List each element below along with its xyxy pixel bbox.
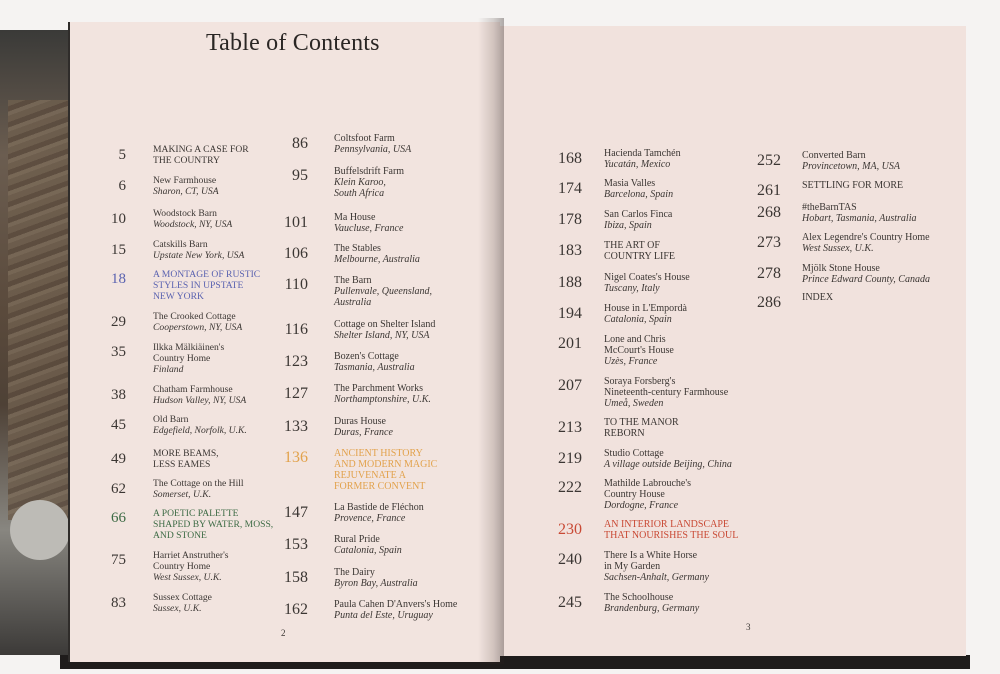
toc-entry-line: Paula Cahen D'Anvers's Home (334, 599, 458, 610)
toc-entry-text (604, 550, 709, 583)
toc-entry-text (153, 145, 249, 167)
toc-entry-line: The Barn (334, 275, 372, 286)
toc-entry-line: AN INTERIOR LANDSCAPE (604, 519, 729, 530)
toc-entry-line: Pennsylvania, USA (334, 144, 412, 155)
toc-entry-text (153, 385, 246, 407)
toc-entry-line: McCourt's House (604, 345, 674, 356)
toc-entry-line: Finland (153, 363, 184, 375)
toc-entry-line: A MONTAGE OF RUSTIC (153, 269, 261, 280)
toc-entry-line: INDEX (802, 292, 834, 303)
toc-entry-line: Alex Legendre's Country Home (802, 232, 930, 243)
toc-entry-line: #theBarnTAS (802, 202, 857, 213)
toc-entry-text (153, 415, 247, 437)
toc-page-number: 15 (111, 242, 126, 258)
toc-entry-text (153, 343, 224, 375)
toc-page-number: 162 (284, 601, 308, 618)
toc-entry-text (604, 592, 699, 614)
toc-entry-line: Mathilde Labrouche's (604, 478, 692, 489)
toc-entry-line: Lone and Chris (604, 334, 666, 345)
toc-entry-text (334, 448, 437, 492)
toc-entry-line: South Africa (334, 188, 385, 199)
toc-entry-line: San Carlos Finca (604, 209, 673, 220)
toc-page-number: 95 (292, 167, 308, 184)
toc-entry-line: Rural Pride (334, 534, 380, 545)
toc-entry-line: Sussex Cottage (153, 592, 212, 603)
toc-entry-text (802, 263, 930, 285)
toc-entry-line: Masia Valles (604, 178, 656, 189)
toc-entry-line: A POETIC PALETTE (153, 508, 239, 519)
toc-entry-text (153, 593, 212, 615)
toc-entry-text (334, 383, 431, 405)
toc-entry-line: Chatham Farmhouse (153, 384, 233, 395)
toc-entry-line: Brandenburg, Germany (604, 603, 700, 614)
toc-entry-text (334, 275, 432, 308)
toc-entry-line: The Schoolhouse (604, 592, 674, 603)
toc-entry-line: Hudson Valley, NY, USA (153, 394, 247, 406)
toc-entry-line: Woodstock, NY, USA (153, 218, 233, 230)
toc-entry-text (604, 303, 687, 325)
toc-entry-line: West Sussex, U.K. (153, 571, 222, 583)
toc-page-number: 153 (284, 536, 308, 553)
toc-entry-line: Nineteenth-century Farmhouse (604, 387, 729, 398)
toc-page-number: 123 (284, 353, 308, 370)
toc-entry-line: Buffelsdrift Farm (334, 166, 405, 177)
page-number-right: 3 (746, 622, 751, 632)
toc-entry-line: Sussex, U.K. (153, 602, 202, 614)
toc-entry-line: Uzès, France (604, 356, 658, 367)
toc-entry-text (153, 449, 219, 471)
toc-page-number: 101 (284, 214, 308, 231)
toc-page-number: 158 (284, 569, 308, 586)
toc-entry-text (604, 209, 672, 231)
toc-entry-line: Country House (604, 489, 665, 500)
toc-page-number: 230 (558, 521, 582, 538)
toc-entry-line: Pullenvale, Queensland, (334, 286, 433, 297)
toc-entry-line: The Cottage on the Hill (153, 478, 244, 489)
toc-page-number: 116 (284, 321, 308, 338)
toc-page-number: 222 (558, 479, 582, 496)
toc-entry-line: Catalonia, Spain (604, 314, 672, 325)
toc-entry-line: Australia (334, 297, 372, 308)
toc-entry-line: Bozen's Cottage (334, 351, 399, 362)
toc-page-number: 174 (558, 180, 582, 197)
toc-entry-text (153, 270, 260, 302)
toc-entry-text (604, 448, 732, 470)
toc-entry-line: Soraya Forsberg's (604, 376, 676, 387)
toc-entry-text (334, 534, 402, 556)
toc-entry-line: Woodstock Barn (153, 208, 217, 219)
toc-entry-line: Coltsfoot Farm (334, 133, 395, 144)
toc-entry-line: Converted Barn (802, 150, 866, 161)
toc-entry-line: Ma House (334, 212, 376, 223)
toc-entry-text (334, 166, 404, 199)
toc-entry-text (604, 417, 679, 439)
toc-entry-line: in My Garden (604, 561, 661, 572)
toc-entry-line: Sachsen-Anhalt, Germany (604, 572, 709, 583)
toc-entry-text (334, 599, 457, 621)
toc-entry-line: Tasmania, Australia (334, 362, 415, 373)
toc-entry-line: Catalonia, Spain (334, 545, 402, 556)
toc-page-number: 261 (757, 182, 781, 199)
toc-entry-line: La Bastide de Fléchon (334, 502, 424, 513)
toc-entry-line: Klein Karoo, (334, 177, 386, 188)
toc-entry-line: Ilkka Mälkiäinen's (153, 342, 225, 353)
toc-entry-text (802, 180, 903, 191)
toc-page-number: 194 (558, 305, 582, 322)
toc-entry-line: Duras House (334, 416, 386, 427)
toc-page-number: 252 (757, 152, 781, 169)
toc-entry-line: The Crooked Cottage (153, 311, 236, 322)
toc-entry-text (604, 272, 690, 294)
toc-page-number: 49 (111, 451, 126, 467)
toc-page-number: 136 (284, 449, 308, 466)
toc-page-number: 245 (558, 594, 582, 611)
toc-entry-line: REBORN (604, 428, 645, 439)
toc-entry-line: SHAPED BY WATER, MOSS, (153, 518, 274, 530)
toc-entry-line: Dordogne, France (604, 500, 679, 511)
toc-entry-line: Barcelona, Spain (604, 189, 674, 200)
toc-page-number: 183 (558, 242, 582, 259)
background-photo (0, 30, 78, 655)
left-page (70, 22, 500, 662)
toc-entry-line: There Is a White Horse (604, 550, 698, 561)
toc-entry-line: Catskills Barn (153, 239, 208, 250)
toc-page-number: 106 (284, 245, 308, 262)
toc-page-number: 110 (284, 276, 308, 293)
toc-page-number: 168 (558, 150, 582, 167)
toc-entry-text (153, 509, 273, 541)
toc-entry-line: Country Home (153, 560, 211, 572)
toc-page-number: 133 (284, 418, 308, 435)
toc-page-number: 207 (558, 377, 582, 394)
toc-page-number: 86 (292, 135, 308, 152)
toc-entry-line: ANCIENT HISTORY (334, 448, 423, 459)
toc-page-number: 147 (284, 504, 308, 521)
toc-entry-line: Provence, France (334, 513, 406, 524)
toc-entry-text (604, 376, 728, 409)
toc-entry-line: Cottage on Shelter Island (334, 319, 436, 330)
toc-entry-text (802, 292, 833, 303)
toc-entry-line: Old Barn (153, 414, 189, 425)
toc-entry-text (153, 176, 219, 198)
toc-entry-line: West Sussex, U.K. (802, 243, 874, 254)
toc-entry-text (334, 567, 418, 589)
toc-page-number: 10 (111, 211, 126, 227)
toc-page-number: 6 (118, 178, 126, 194)
toc-entry-line: Edgefield, Norfolk, U.K. (153, 424, 247, 436)
toc-entry-line: AND MODERN MAGIC (334, 459, 438, 470)
book-spine (478, 18, 504, 664)
toc-page-number: 38 (111, 387, 126, 403)
toc-entry-line: THE ART OF (604, 240, 660, 251)
toc-entry-line: THE COUNTRY (153, 154, 220, 166)
toc-page-number: 29 (111, 314, 126, 330)
toc-entry-text (334, 212, 403, 234)
toc-entry-line: AND STONE (153, 529, 207, 541)
toc-page-number: 268 (757, 204, 781, 221)
page-number-left: 2 (281, 628, 286, 638)
toc-entry-text (153, 209, 232, 231)
toc-entry-line: Cooperstown, NY, USA (153, 321, 243, 333)
toc-page-number: 278 (757, 265, 781, 282)
toc-entry-text (802, 232, 930, 254)
page-title: Table of Contents (206, 30, 380, 56)
toc-entry-line: Nigel Coates's House (604, 272, 690, 283)
toc-page-number: 188 (558, 274, 582, 291)
toc-entry-text (334, 416, 393, 438)
toc-entry-line: House in L'Empordà (604, 303, 687, 314)
toc-entry-line: FORMER CONVENT (334, 481, 426, 492)
toc-page-number: 240 (558, 551, 582, 568)
toc-entry-line: MAKING A CASE FOR (153, 144, 249, 155)
toc-entry-text (604, 148, 681, 170)
toc-entry-line: Upstate New York, USA (153, 249, 245, 261)
toc-entry-text (604, 519, 738, 541)
toc-entry-text (334, 502, 424, 524)
toc-entry-line: Tuscany, Italy (604, 283, 660, 294)
toc-entry-line: Vaucluse, France (334, 223, 404, 234)
toc-entry-line: Yucatán, Mexico (604, 159, 671, 170)
toc-entry-line: LESS EAMES (153, 458, 211, 470)
toc-page-number: 83 (111, 595, 126, 611)
toc-entry-line: Harriet Anstruther's (153, 550, 229, 561)
toc-entry-line: The Parchment Works (334, 383, 423, 394)
toc-page-number: 62 (111, 481, 126, 497)
toc-entry-line: Shelter Island, NY, USA (334, 330, 430, 341)
toc-page-number: 45 (111, 417, 126, 433)
bowl (10, 500, 70, 560)
toc-entry-line: Mjölk Stone House (802, 263, 880, 274)
toc-page-number: 75 (111, 552, 126, 568)
toc-entry-text (334, 351, 415, 373)
toc-entry-line: Hacienda Tamchén (604, 148, 681, 159)
toc-entry-line: Duras, France (334, 427, 393, 438)
toc-entry-line: Melbourne, Australia (334, 254, 420, 265)
toc-entry-line: Byron Bay, Australia (334, 578, 418, 589)
stone-wall (8, 100, 70, 520)
toc-page-number: 66 (111, 510, 126, 526)
toc-entry-line: NEW YORK (153, 290, 204, 302)
toc-entry-text (604, 334, 674, 367)
toc-entry-line: New Farmhouse (153, 175, 217, 186)
toc-entry-text (334, 319, 435, 341)
toc-entry-line: Northamptonshire, U.K. (334, 394, 431, 405)
toc-entry-line: TO THE MANOR (604, 417, 679, 428)
toc-page-number: 127 (284, 385, 308, 402)
toc-entry-line: Provincetown, MA, USA (802, 161, 900, 172)
toc-entry-line: SETTLING FOR MORE (802, 180, 904, 191)
toc-entry-text (604, 478, 691, 511)
toc-page-number: 5 (118, 147, 126, 163)
toc-entry-line: Prince Edward County, Canada (802, 274, 930, 285)
toc-page-number: 201 (558, 335, 582, 352)
toc-entry-text (802, 202, 916, 224)
toc-entry-line: Somerset, U.K. (153, 488, 212, 500)
toc-entry-line: MORE BEAMS, (153, 448, 219, 459)
toc-entry-line: Sharon, CT, USA (153, 185, 219, 197)
toc-entry-text (604, 178, 673, 200)
toc-entry-line: Ibiza, Spain (604, 220, 652, 231)
toc-entry-text (802, 150, 900, 172)
toc-entry-line: COUNTRY LIFE (604, 251, 676, 262)
toc-entry-text (604, 240, 675, 262)
toc-page-number: 219 (558, 450, 582, 467)
toc-entry-line: THAT NOURISHES THE SOUL (604, 530, 739, 541)
toc-page-number: 35 (111, 344, 126, 360)
toc-entry-line: REJUVENATE A (334, 470, 406, 481)
toc-entry-text (334, 243, 420, 265)
toc-page-number: 286 (757, 294, 781, 311)
toc-entry-text (153, 240, 244, 262)
toc-entry-line: The Dairy (334, 567, 375, 578)
toc-entry-line: STYLES IN UPSTATE (153, 279, 244, 291)
toc-entry-line: The Stables (334, 243, 381, 254)
toc-entry-line: Hobart, Tasmania, Australia (802, 213, 917, 224)
toc-page-number: 213 (558, 419, 582, 436)
toc-entry-line: Country Home (153, 352, 211, 364)
toc-entry-line: Punta del Este, Uruguay (334, 610, 433, 621)
toc-entry-line: A village outside Beijing, China (604, 459, 732, 470)
toc-entry-text (153, 551, 229, 583)
toc-entry-line: Umeå, Sweden (604, 398, 664, 409)
toc-entry-text (334, 133, 411, 155)
toc-entry-line: Studio Cottage (604, 448, 664, 459)
toc-page-number: 273 (757, 234, 781, 251)
toc-page-number: 178 (558, 211, 582, 228)
toc-entry-text (153, 312, 242, 334)
toc-entry-text (153, 479, 244, 501)
toc-page-number: 18 (111, 271, 126, 287)
